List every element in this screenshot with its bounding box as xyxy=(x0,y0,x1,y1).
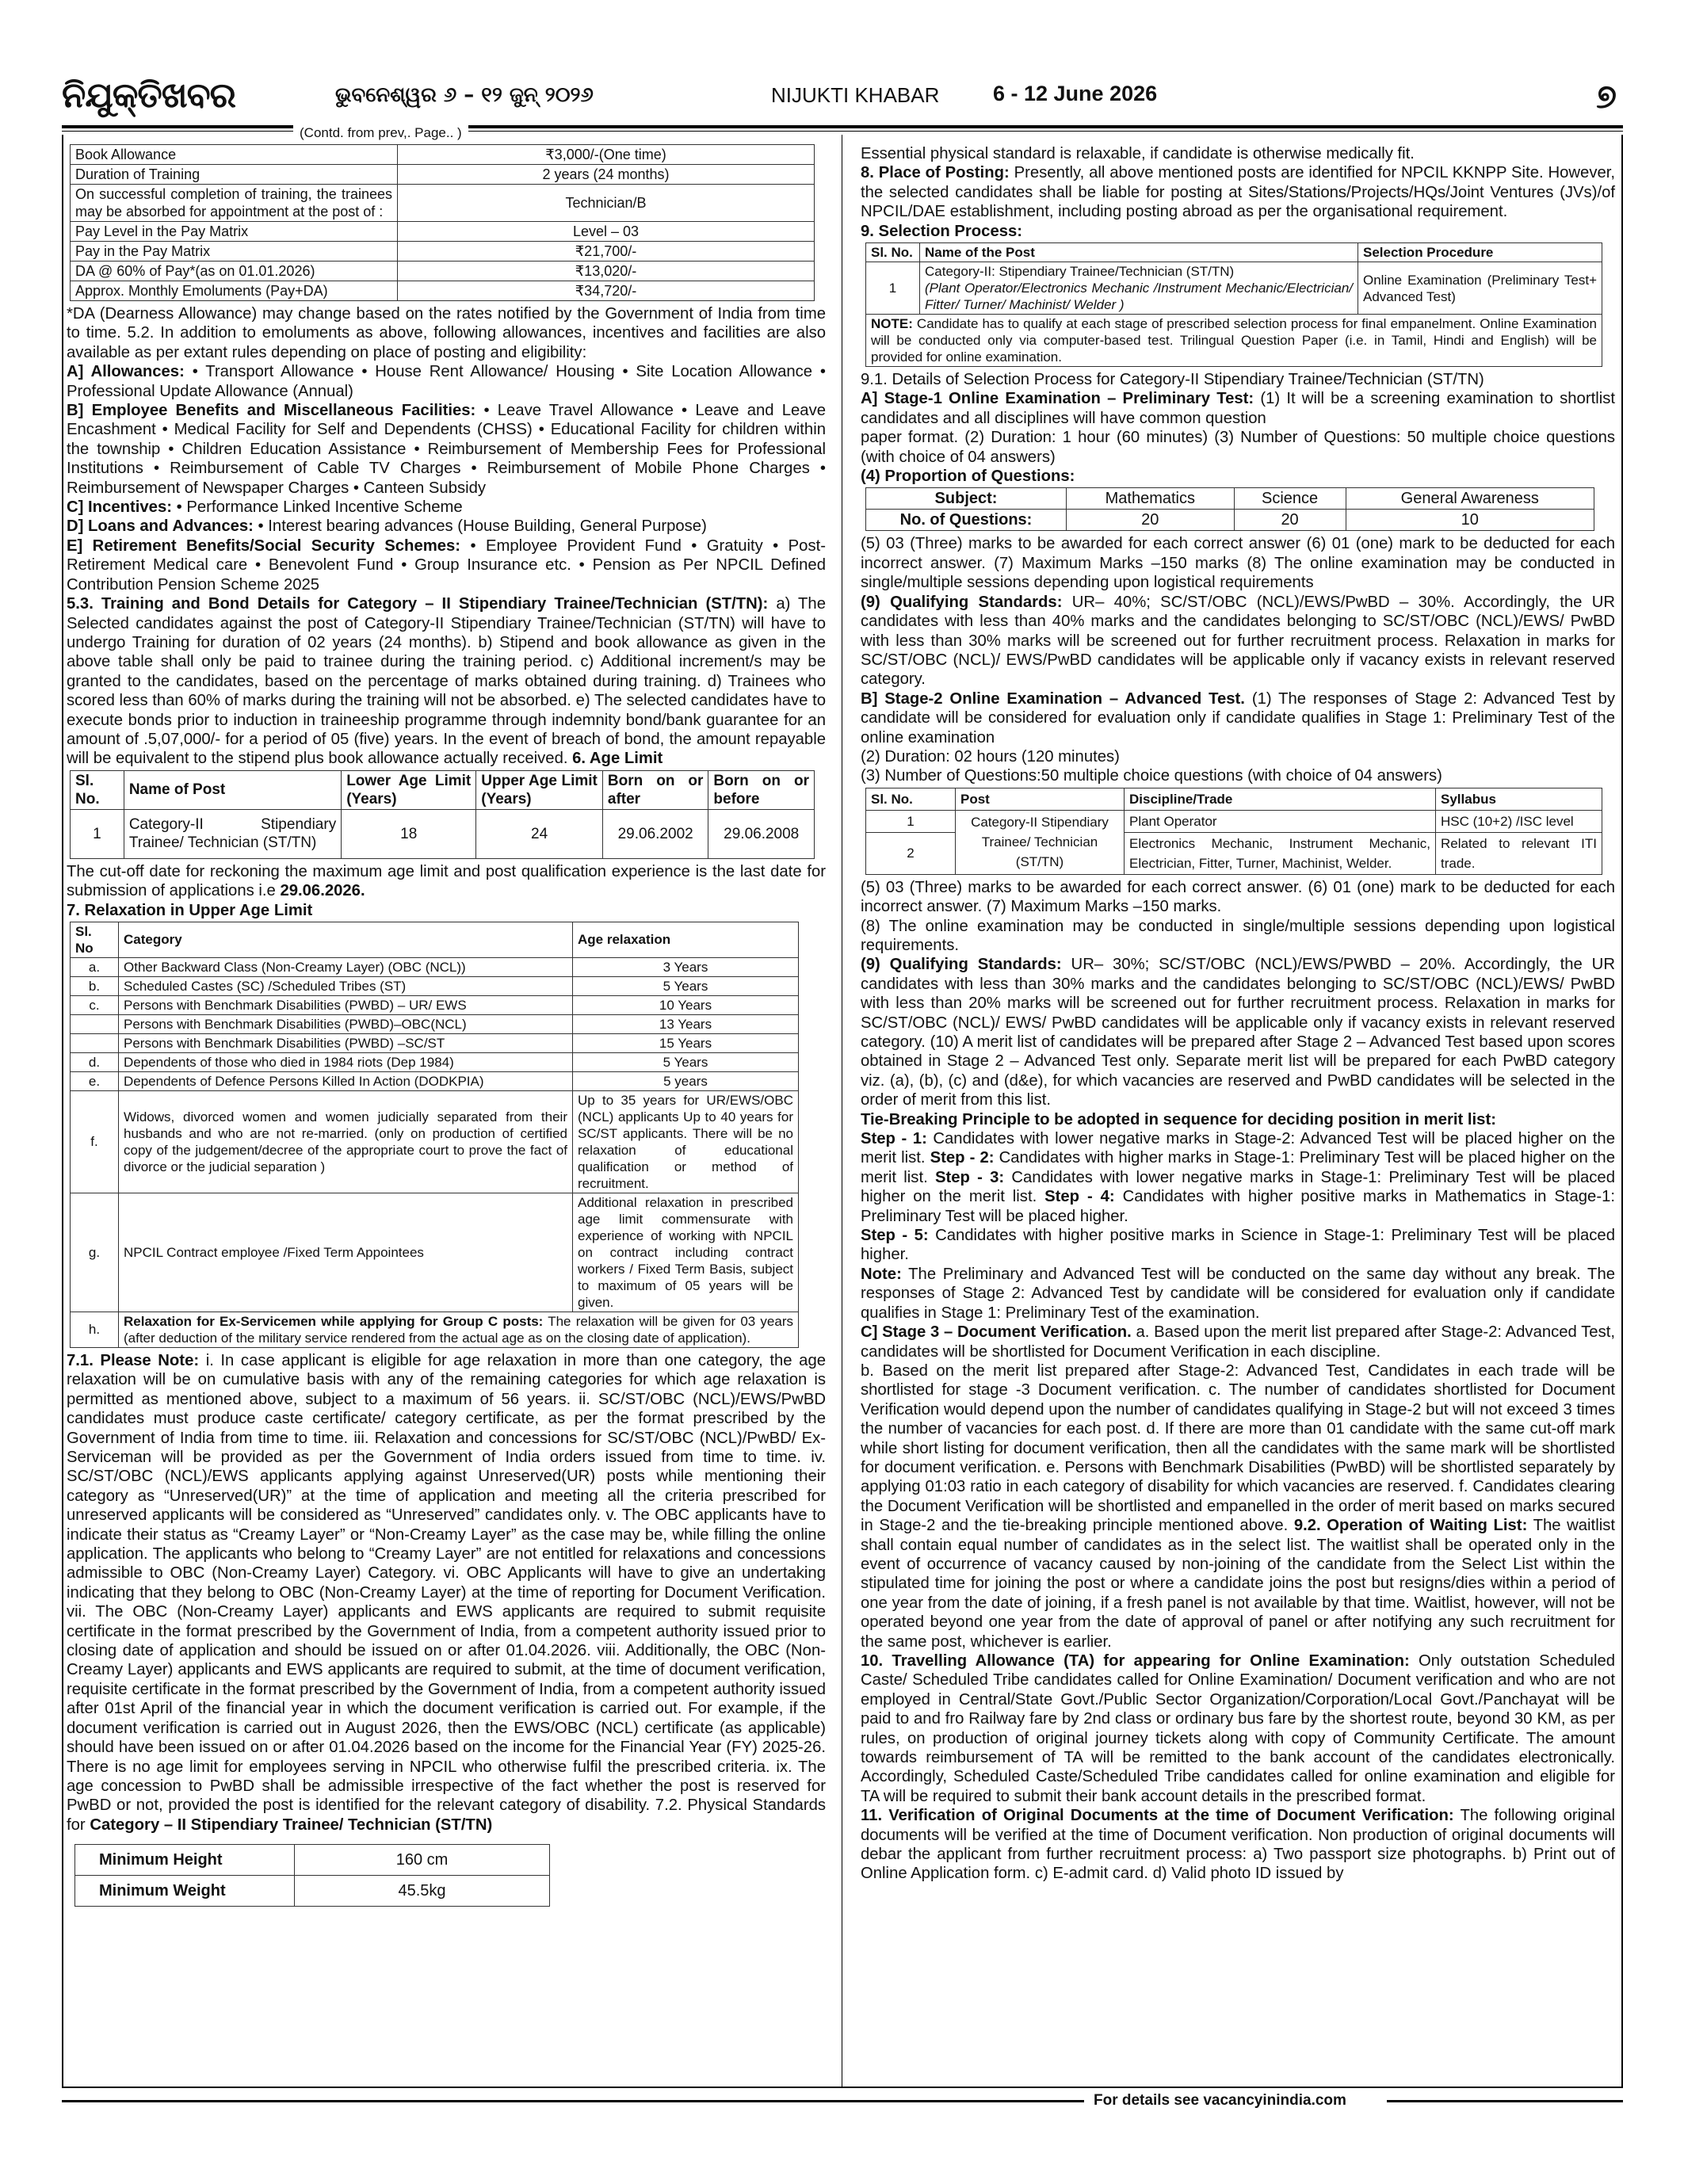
please-note-para: 7.1. Please Note: i. In case applicant is eligible for age relaxation in more than one category, the age relaxation will be on cumulative basis with any of the remaining categories for which age relaxation is permitted as mentioned above, subject to a maximum of 56 years. ii. SC/ST/OBC (NCL)/EWS/PwBD candidates must produce caste certificate/ category certificate, as per the format prescribed by the Government of India from time to time. iii. Relaxation and concessions for SC/ST/OBC (NCL)/PwBD/ Ex-Serviceman will be provided as per the Government of India orders issued from time to time. iv. SC/ST/OBC (NCL)/EWS applicants applying against Unreserved(UR) posts while mentioning their category as “Unreserved(UR)” at the time of application and meeting all the criteria prescribed for unreserved applicants will be considered as “Unreserved” candidates only. v. The OBC applicants have to indicate their status as “Creamy Layer” or “Non-Creamy Layer” as the case may be, while filling the online application. The applicants who belong to “Creamy Layer” are not entitled for relaxations and concessions admissible to OBC (Non-Creamy Layer) Category. vi. OBC Applicants will have to give an undertaking indicating that they belong to OBC (Non-Creamy Layer) at the time of reporting for Document Verification. vii. The OBC (Non-Creamy Layer) applicants and EWS applicants are required to submit requisite certificate in the format prescribed by the Government of India, from a competent authority issued prior to closing date of application and should be issued on or after 01.04.2026. viii. Additionally, the OBC (Non-Creamy Layer) applicants and EWS applicants are required to submit, at the time of document verification, requisite certificate in the format prescribed by the Government of India, from a competent authority issued after 01st April of the financial year in which the document verification is carried out. For example, if the document verification is carried out in August 2026, then the EWS/OBC (NCL) certificate (as applicable) should have been issued on or after 01.04.2026 based on the income for the Financial Year (FY) 2025-26. There is no age limit for employees serving in NPCIL who otherwise fulfil the prescribed criteria. ix. The age concession to PwBD shall be admissible irrespective of the fact whether the post is reserved for PwBD or not, provided the post is identified for the relevant category of disability. 7.2. Physical Standards for Category – II Stipendiary Trainee/ Technician (ST/TN) xyxy=(67,1351,826,1834)
proportion-heading: (4) Proportion of Questions: xyxy=(861,468,1075,486)
physical-relax-note: Essential physical standard is relaxable, if candidate is otherwise medically fit. xyxy=(861,145,1415,162)
loans-para: D] Loans and Advances: • Interest bearing advances (House Building, General Purpose) xyxy=(67,517,707,536)
benefits-para: B] Employee Benefits and Miscellaneous Facilities: • Leave Travel Allowance • Leave and Leave Encashment • Medical Facility for Self and Dependents (CHSS) • Educational Facility for children within the township • Children Education Assistance • Reimbursement of Membership Fees for Professional Institutions • Reimbursement of Cable TV Charges • Reimbursement of Mobile Phone Charges • Reimbursement of Newspaper Charges • Canteen Subsidy xyxy=(67,402,826,497)
question-proportion-table: Subject: Mathematics Science General Awareness No. of Questions: 20 20 10 xyxy=(865,487,1594,531)
da-note: *DA (Dearness Allowance) may change based on the rates notified by the Government of India from time to time. 5.2. In addition to emoluments as above, following allowances, incentives and facilities are also available as per extant rules depending on place of posting and eligibility: xyxy=(67,305,826,361)
stage2-sessions: (8) The online examination may be conducted in single/multiple sessions depending upon logistical requirements. xyxy=(861,917,1615,954)
relaxation-row: c. Persons with Benchmark Disabilities (PWBD) – UR/ EWS 10 Years xyxy=(71,995,799,1014)
travel-allowance-para: 10. Travelling Allowance (TA) for appearing for Online Examination: Only outstation Scheduled Caste/ Scheduled Tribe candidates called for Online Examination/ Document verification and who are not employed in Central/State Govt./Public Sector Organization/Corporation/Local Govt./Panchayat will be paid to and fro Railway fare by 2nd class or ordinary bus fare by the shortest route, beyond 30 KM, as per rules, on production of original journey tickets along with copy of Community Certificate. The amount towards reimbursement of TA will be remitted to the bank account of the candidates electronically. Accordingly, Scheduled Caste/Scheduled Tribe candidates called for online examination and eligible for TA will be required to submit their bank account details in the prescribed format. xyxy=(861,1652,1616,1805)
qualifying-standards-2: (9) Qualifying Standards: UR– 30%; SC/ST/OBC (NCL)/EWS/PWBD – 20%. Accordingly, the UR candidates with less than 30% marks and the candidates belonging to SC/ST/OBC (NCL)/EWS/ PwBD with less than 20% marks will be screened out for further recruitment process. Relaxation in marks for SC/ST/OBC (NCL)/ EWS/ PwBD candidates will be applicable only if vacancy exists in relevant reserved category. (10) A merit list of candidates will be prepared after Stage 2 – Advanced Test based upon scores obtained in Stage 2 – Advanced Test only. Separate merit list will be prepared for each PwBD category viz. (a), (b), (c) and (d&e), for which vacancies are reserved and PwBD candidates will be selected in the order of merit from this list. xyxy=(861,956,1615,1109)
relaxation-row: d. Dependents of those who died in 1984 riots (Dep 1984) 5 Years xyxy=(71,1052,799,1071)
stage3-para: C] Stage 3 – Document Verification. a. Based upon the merit list prepared after Stage-2: Advanced Test, candidates will be shortlisted for Document Verification in each discipline. xyxy=(861,1323,1615,1361)
continued-note: (Contd. from prev,. Page.. ) xyxy=(293,125,468,141)
tie-breaking-steps: Step - 1: Candidates with lower negative marks in Stage-2: Advanced Test will be placed higher on the merit list. Step - 2: Candidates with higher marks in Stage-1: Preliminary Test will be placed higher on the merit list. Step - 3: Candidates with lower negative marks in Stage-1: Preliminary Test will be placed higher on the merit list. Step - 4: Candidates with higher positive marks in Mathematics in Stage-1: Preliminary Test will be placed higher. xyxy=(861,1130,1615,1225)
stipend-table xyxy=(70,144,815,301)
relaxation-row: Persons with Benchmark Disabilities (PWBD)–OBC(NCL) 13 Years xyxy=(71,1014,799,1033)
selection-heading: 9. Selection Process: xyxy=(861,222,1023,240)
left-column xyxy=(67,144,826,1907)
stage3-details: b. Based on the merit list prepared after Stage-2: Advanced Test, Candidates in each trade will be shortlisted for stage -3 Document verification. c. The number of candidates shortlisted for Document Verification would depend upon the number of candidates qualifying in Stage-2 but will not exceed 3 times the number of vacancies for each post. d. If there are more than 01 candidate with the same cut-off mark while short listing for document verification, then all the candidates with the same mark will be shortlisted for document verification. e. Persons with Benchmark Disabilities (PwBD) will be shortlisted separately by applying 01:03 ratio in each category of disability for which vacancies are reserved. f. Candidates clearing the Document Verification will be shortlisted and empanelled in the order of merit based on marks secured in Stage-2 and the tie-breaking principle mentioned above. 9.2. Operation of Waiting List: The waitlist shall contain equal number of candidates as in the select list. The waitlist shall be operated only in the event of occurrence of vacancy caused by non-joining of the candidate from the Select List within the stipulated time for joining the post or where a candidate joins the post but resigns/dies within a period of one year from the date of joining, if a fresh panel is not available by that time. Waitlist, however, will not be operated beyond one year from the date of approval of panel or after notifying any such recruitment for the same post, whichever is earlier. xyxy=(861,1361,1615,1651)
stage2-questions: (3) Number of Questions:50 multiple choice questions (with choice of 04 answers) xyxy=(861,767,1442,785)
stage1-marks-para: (5) 03 (Three) marks to be awarded for each correct answer (6) 01 (one) mark to be deducted for each incorrect answer. (7) Maximum Marks –150 marks (8) The online examination may be conducted in single/multiple sessions depending upon logistical requirements xyxy=(861,535,1615,592)
relaxation-row: a. Other Backward Class (Non-Creamy Layer) (OBC (NCL)) 3 Years xyxy=(71,957,799,976)
stage2-marks-para: (5) 03 (Three) marks to be awarded for each correct answer. (6) 01 (one) mark to be deducted for each incorrect answer. (7) Maximum Marks –150 marks. xyxy=(861,878,1615,916)
odia-date: ଭୁବନେଶ୍ୱର ୬ – ୧୨ ଜୁନ୍ ୨୦୨୬ xyxy=(335,83,594,107)
posting-para: 8. Place of Posting: Presently, all above mentioned posts are identified for NPCIL KKNPP Site. However, the selected candidates shall be liable for posting at Sites/Stations/Projects/HQs/Joint Ventures (JVs)/of NPCIL/DAE establishment, including posting abroad as per the organisational requirement. xyxy=(861,164,1616,221)
stage2-duration: (2) Duration: 02 hours (120 minutes) xyxy=(861,747,1120,766)
stipend-row: Book Allowance ₹3,000/-(One time) xyxy=(71,145,815,165)
relaxation-row: g. NPCIL Contract employee /Fixed Term Appointees Additional relaxation in prescribed age limit commensurate with experience of working with NPCIL on contract including contract workers / Fixed Term Basis, subject to maximum of 05 years will be given. xyxy=(71,1193,799,1312)
stipend-row: Duration of Training 2 years (24 months) xyxy=(71,165,815,185)
syllabus-table: Sl. No. Post Discipline/Trade Syllabus 1 Category-II Stipendiary Trainee/ Technician (ST/TN) Plant Operator HSC (10+2) /ISC level 2 Electronics Mechanic, Instrument Mechanic, Electrician, Fitter, Turner, Machinist, Welder. Related to relevant ITI trade. xyxy=(865,788,1602,875)
relaxation-row: Persons with Benchmark Disabilities (PWBD) –SC/ST 15 Years xyxy=(71,1033,799,1052)
selection-details-heading: 9.1. Details of Selection Process for Category-II Stipendiary Trainee/Technician (ST/TN) xyxy=(861,371,1484,389)
training-bond-para: 5.3. Training and Bond Details for Category – II Stipendiary Trainee/Technician (ST/TN): a) The Selected candidates against the post of Category-II Stipendiary Trainee/Technician (ST/TN) will have to undergo Training for duration of 02 years (24 months). b) Stipend and book allowance as given in the above table shall only be paid to trainee during the training period. c) Additional increment/s may be granted to the candidates, based on the percentage of marks obtained during training. d) Trainees who scored less than 60% of marks during the training will not be absorbed. e) The selected candidates have to execute bonds prior to induction in traineeship programme through indemnity bond/bank guarantee for an amount of .5,07,000/- for a period of 05 (five) years. In the event of breach of bond, the amount repayable will be equivalent to the stipend plus book allowance actually received. 6. Age Limit xyxy=(67,595,826,768)
masthead xyxy=(62,75,1623,123)
footer-rule-left xyxy=(62,2100,1084,2102)
physical-standards-table: Minimum Height 160 cm Minimum Weight 45.5kg xyxy=(74,1844,550,1907)
tie-breaking-heading: Tie-Breaking Principle to be adopted in sequence for deciding position in merit list: xyxy=(861,1110,1496,1128)
relaxation-row: f. Widows, divorced women and women judicially separated from their husbands and who are not re-married. (only on production of certified copy of the judgement/decree of the appropriate court to prove the fact of divorce or the judicial separation ) Up to 35 years for UR/EWS/OBC (NCL) applicants Up to 40 years for SC/ST applicants. There will be no relaxation of educational qualification or method of recruitment. xyxy=(71,1090,799,1193)
stage2-para: B] Stage-2 Online Examination – Advanced Test. (1) The responses of Stage 2: Advanced Test by candidate will be considered for evaluation only if candidate qualifies in Stage 1: Preliminary Test of the online examination xyxy=(861,689,1615,746)
exam-note: Note: The Preliminary and Advanced Test will be conducted on the same day without any break. The responses of Stage 2: Advanced Test by candidate will be considered for evaluation only if candidate qualifies in Stage 1: Preliminary Test of the examination. xyxy=(861,1265,1615,1322)
retirement-para: E] Retirement Benefits/Social Security Schemes: • Employee Provident Fund • Gratuity • Post-Retirement Medical care • Benevolent Fund • Group Insurance etc. • Pension as Per NPCIL Defined Contribution Pension Scheme 2025 xyxy=(67,536,826,594)
stipend-row: Approx. Monthly Emoluments (Pay+DA) ₹34,720/- xyxy=(71,281,815,301)
relaxation-row: b. Scheduled Castes (SC) /Scheduled Tribes (ST) 5 Years xyxy=(71,976,799,995)
relaxation-table: Sl. No Category Age relaxation a. Other Backward Class (Non-Creamy Layer) (OBC (NCL)) 3 Years b. Scheduled Castes (SC) /Scheduled Tribes (ST) 5 Years c. Persons with Benchmark Disabilities (PWBD) – UR/ EWS 10 Years Persons with Benchmark Disabilities (PWBD)–OBC(NCL) 13 Years Persons with Benchmark Disabilities (PWBD) –SC/ST 15 Years d. Dependents of those who died in 1984 riots (Dep 1984) 5 Years e. Dependents of Defence Persons Killed In Action (DODKPIA) 5 years f. Widows, divorced women and women judicially separated from their husbands and who are not re-married. (only on production of certified copy of the judgement/decree of the appropriate court to prove the fact of divorce or the judicial separation ) Up to 35 years for UR/EWS/OBC (NCL) applicants Up to 40 years for SC/ST applicants. There will be no relaxation of educational qualification or method of recruitment. g. NPCIL Contract employee /Fixed Term Appointees Additional relaxation in prescribed age limit commensurate with experience of working with NPCIL on contract including contract workers / Fixed Term Basis, subject to maximum of 05 years will be given. h. Relaxation for Ex-Servicemen while applying for Group C posts: The relaxation will be given for 03 years (after deduction of the military service rendered from the actual age as on the closing date of application). xyxy=(70,922,799,1348)
page-number: ୭ xyxy=(1596,77,1617,116)
newspaper-logo: ନିଯୁକ୍ତିଖବର xyxy=(62,75,236,116)
stage1-para: A] Stage-1 Online Examination – Preliminary Test: (1) It will be a screening examination to shortlist candidates and all disciplines will have common question xyxy=(861,390,1616,427)
footer-rule-right xyxy=(1387,2100,1623,2102)
stipend-row: Pay Level in the Pay Matrix Level – 03 xyxy=(71,222,815,242)
allowances-para: A] Allowances: • Transport Allowance • House Rent Allowance/ Housing • Site Location Allowance • Professional Update Allowance (Annual) xyxy=(67,363,827,400)
selection-process-table: Sl. No. Name of the Post Selection Procedure 1 Category-II: Stipendiary Trainee/Technician (ST/TN) (Plant Operator/Electronics Mechanic /Instrument Mechanic/Electrician/ Fitter/ Turner/ Machinist/ Welder ) Online Examination (Preliminary Test+ Advanced Test) NOTE: Candidate has to qualify at each stage of prescribed selection process for final empanelment. Online Examination will be conducted only via computer-based test. Trilingual Question Paper (i.e. in Tamil, Hindi and English) will be provided for online examination. xyxy=(865,242,1602,367)
document-verification-para: 11. Verification of Original Documents at the time of Document Verification: The following original documents will be verified at the time of Document verification. Non production of original documents will debar the applicant from further recruitment process: a) Two passport size photographs. b) Print out of Online Application form. c) E-admit card. d) Valid photo ID issued by xyxy=(861,1807,1615,1883)
cutoff-para: The cut-off date for reckoning the maximum age limit and post qualification experience is the last date for submission of applications i.e 29.06.2026. xyxy=(67,862,826,900)
right-column xyxy=(861,144,1615,1884)
age-limit-table: Sl. No. Name of Post Lower Age Limit (Years) Upper Age Limit (Years) Born on or after Born on or before 1 Category-II Stipendiary Trainee/ Technician (ST/TN) 18 24 29.06.2002 29.06.2008 xyxy=(70,770,815,859)
qualifying-standards-1: (9) Qualifying Standards: UR– 40%; SC/ST/OBC (NCL)/EWS/PwBD – 30%. Accordingly, the UR candidates with less than 40% marks and the candidates belonging to SC/ST/OBC (NCL)/EWS/ PwBD with less than 30% marks will be screened out for further recruitment process. Relaxation in marks for SC/ST/OBC (NCL)/ EWS/PwBD candidates will be applicable only if vacancy exists in relevant reserved category. xyxy=(861,593,1615,689)
relaxation-heading: 7. Relaxation in Upper Age Limit xyxy=(67,901,313,919)
relaxation-row: e. Dependents of Defence Persons Killed In Action (DODKPIA) 5 years xyxy=(71,1071,799,1090)
incentives-para: C] Incentives: • Performance Linked Incentive Scheme xyxy=(67,498,463,517)
tie-breaking-step5: Step - 5: Candidates with higher positive marks in Science in Stage-1: Preliminary Test will be placed higher. xyxy=(861,1227,1615,1264)
stipend-row: Pay in the Pay Matrix ₹21,700/- xyxy=(71,242,815,262)
stage1-format: paper format. (2) Duration: 1 hour (60 minutes) (3) Number of Questions: 50 multiple choice questions (with choice of 04 answers) xyxy=(861,429,1615,466)
edition-date: 6 - 12 June 2026 xyxy=(993,82,1158,105)
footer-note: For details see vacancyinindia.com xyxy=(1094,2092,1346,2109)
stipend-row: DA @ 60% of Pay*(as on 01.01.2026) ₹13,020/- xyxy=(71,262,815,281)
paper-name: NIJUKTI KHABAR xyxy=(771,83,940,107)
stipend-row: On successful completion of training, the trainees may be absorbed for appointment at the post of : Technician/B xyxy=(71,185,815,222)
